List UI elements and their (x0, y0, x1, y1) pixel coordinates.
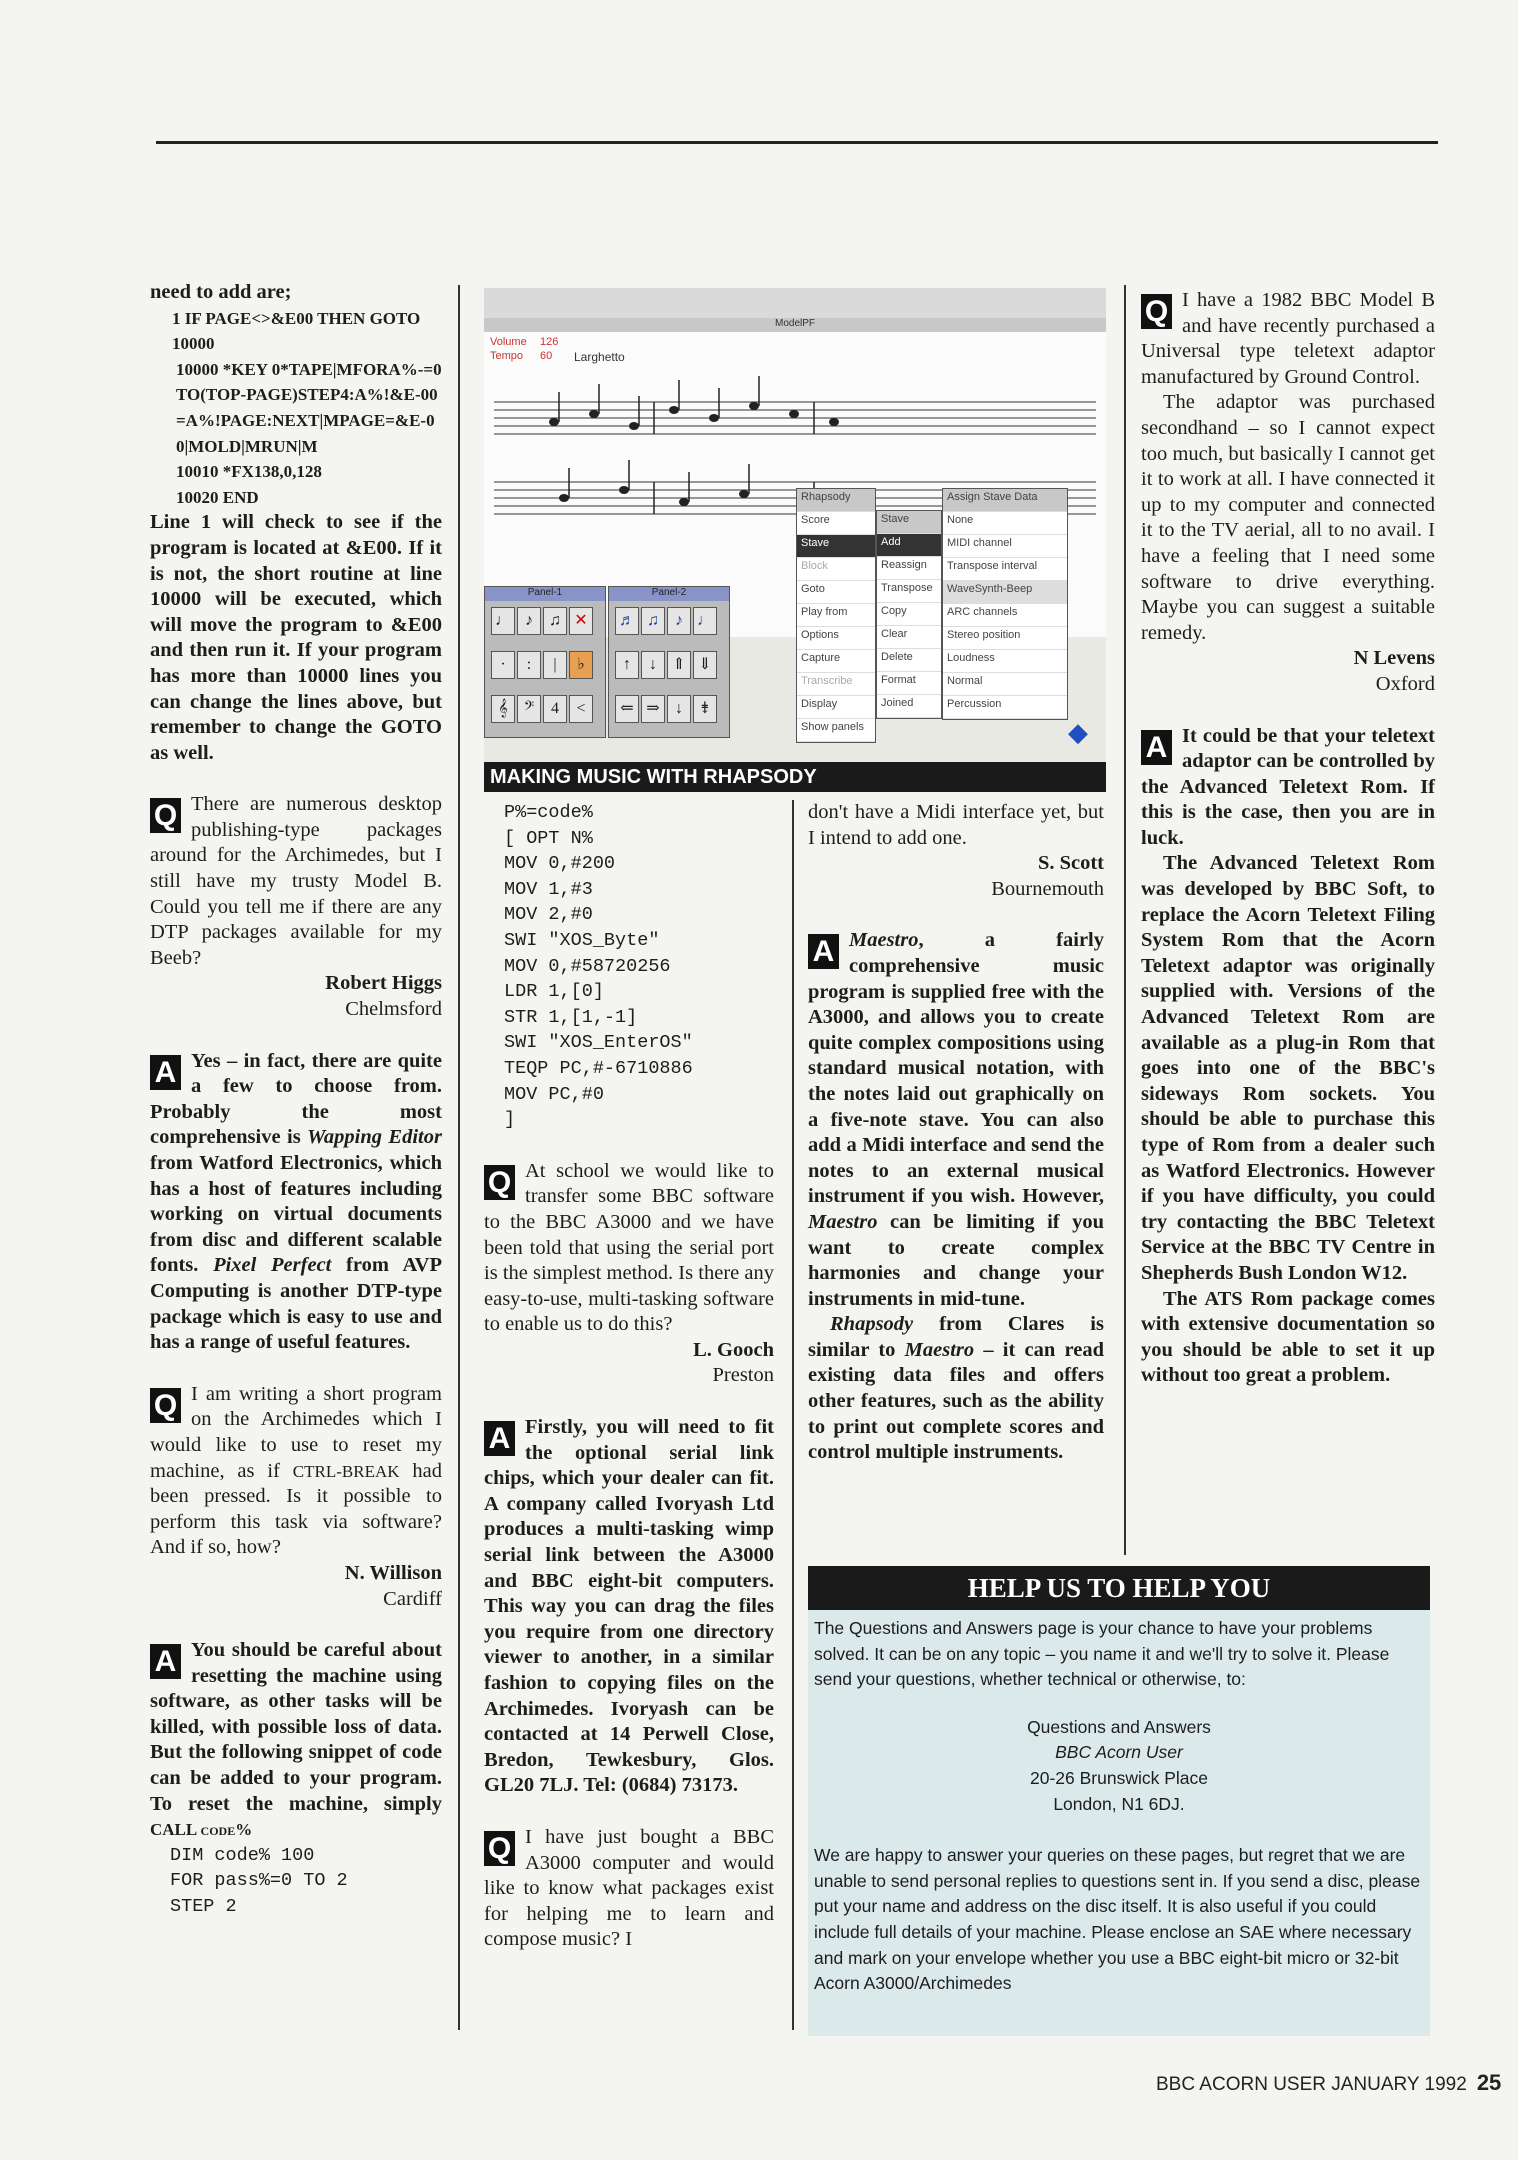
beam-button[interactable]: ♪ (667, 607, 691, 635)
column-divider (1124, 285, 1126, 1555)
page-footer (1156, 2070, 1501, 2096)
basic-line: 10000 *KEY 0*TAPE|MFORA%-=0TO(TOP-PAGE)STEP4:A%!&E-00=A%!PAGE:NEXT|MPAGE=&E-00|MOLD|MRUN|M (176, 359, 442, 456)
question-text: don't have a Midi interface yet, but I intend to add one. (808, 801, 1104, 849)
menu-item[interactable]: Play from (797, 604, 875, 627)
menu-item[interactable]: Block (797, 558, 875, 581)
answer-paragraph: The ATS Rom package comes with extensive documentation so you should be able to set it up without too great a problem. (1141, 1287, 1435, 1387)
question-block (1141, 288, 1435, 390)
question-text: There are numerous desktop publishing-type packages around for the Archimedes, but I still have my trusty Model B. Could you tell me if there are any DTP packages available for my Beeb? (150, 793, 442, 969)
tool-button[interactable]: ↓ (641, 651, 665, 679)
panel-1-title: Panel-1 (485, 587, 605, 601)
menu-title: Assign Stave Data (943, 489, 1067, 512)
column-divider (458, 285, 460, 2030)
code-line: MOV 2,#0 (504, 904, 593, 926)
a-marker: A (1141, 730, 1172, 765)
column-1 (150, 280, 442, 1920)
answer-text: Yes – in fact, there are quite a few to choose from. Probably the most comprehensive is (150, 1049, 442, 1149)
top-rule (156, 141, 1438, 144)
time-button[interactable]: 𝄞 (491, 695, 515, 723)
rhapsody-screenshot (484, 288, 1106, 768)
rest-button[interactable]: | (543, 651, 567, 679)
postal-address (808, 1715, 1430, 1817)
code-line: ] (504, 1109, 516, 1131)
menu-title: Stave (877, 511, 941, 534)
a-marker: A (150, 1644, 181, 1679)
code-line: FOR pass%=0 TO 2 (170, 1870, 348, 1892)
code-line: TEQP PC,#-6710886 (504, 1057, 693, 1079)
menu-item[interactable]: Loudness (943, 650, 1067, 673)
product-name: Wapping Editor (307, 1126, 442, 1149)
answer-text: , a fairly comprehensive music program is supplied free with the A3000, and allows you to create quite complex compositions using standard musical notation, with the notes laid out graphically on a five-note stave. You can also add a Midi interface and send the notes to an external musical instrument if you wish. However, (808, 929, 1104, 1208)
author-place: Preston (712, 1364, 774, 1387)
menu-item[interactable]: Options (797, 627, 875, 650)
answer-block (150, 1638, 442, 1843)
time-button[interactable]: < (569, 695, 593, 723)
menu-item[interactable]: Normal (943, 673, 1067, 696)
menu-title: Rhapsody (797, 489, 875, 512)
question-block (484, 1159, 774, 1338)
answer-text: from Watford Electronics, which has a host of features including working on virtual documents from disc and different scalable fonts. (150, 1152, 442, 1277)
menu-item[interactable]: MIDI channel (943, 535, 1067, 558)
answer-text: from Clares is similar to (808, 1313, 1104, 1361)
menu-item[interactable]: Copy (877, 603, 941, 626)
author-place: Cardiff (383, 1587, 442, 1610)
answer-text: Firstly, you will need to fit the optional serial link chips, which your dealer can fit. A company called Ivoryash Ltd produces a multi-tasking wimp serial link between the A3000 and BBC eight-bit computers. This way you can drag the files you require from one directory viewer to another, in a similar fashion to copying files on the Archimedes. Ivoryash can be contacted at 14 Perwell Close, Bredon, Tewkesbury, Glos. GL20 7LJ. Tel: (0684) 73173. (484, 1416, 774, 1797)
code-line: DIM code% 100 (170, 1844, 315, 1866)
screenshot-caption: MAKING MUSIC WITH RHAPSODY (484, 762, 1106, 792)
tool-button[interactable]: ⇒ (641, 695, 665, 723)
address-line: Questions and Answers (1027, 1716, 1211, 1737)
menu-item[interactable]: Goto (797, 581, 875, 604)
rhapsody-menu (796, 488, 876, 743)
intro-text: need to add are; (150, 281, 292, 303)
menu-item[interactable]: Joined (877, 695, 941, 718)
tempo-value: 60 (540, 350, 553, 362)
basic-line: 10020 END (176, 487, 259, 507)
code-inline: CALL code% (150, 1820, 253, 1840)
beam-button[interactable]: ♩ (693, 607, 717, 635)
code-line: LDR 1,[0] (504, 981, 604, 1003)
answer-text: You should be careful about resetting the machine using software, as other tasks will be killed, with possible loss of data. But the following snippet of code can be added to your program. To reset the machine, simply (150, 1639, 442, 1815)
rest-button[interactable]: ♭ (569, 651, 593, 679)
menu-item[interactable]: Percussion (943, 696, 1067, 719)
address-line: 20-26 Brunswick Place (1030, 1767, 1208, 1788)
code-line: MOV PC,#0 (504, 1083, 604, 1105)
basic-line: 10010 *FX138,0,128 (176, 462, 322, 482)
tool-button[interactable]: ⇑ (667, 651, 691, 679)
assign-stave-menu (942, 488, 1068, 720)
question-text: I have a 1982 BBC Model B and have recently purchased a Universal type teletext adaptor manufactured by Ground Control. (1141, 289, 1435, 388)
magazine-issue: BBC ACORN USER JANUARY 1992 (1156, 2074, 1467, 2095)
code-line: MOV 1,#3 (504, 878, 593, 900)
time-button[interactable]: 𝄢 (517, 695, 541, 723)
a-marker: A (484, 1421, 515, 1456)
tool-button[interactable]: ⇟ (693, 695, 717, 723)
question-block (150, 792, 442, 971)
code-line: P%=code% (504, 802, 593, 823)
address-line: BBC Acorn User (1055, 1742, 1183, 1763)
question-block (484, 1825, 774, 1953)
note-button[interactable]: ♫ (543, 607, 567, 635)
menu-item[interactable]: Transpose interval (943, 558, 1067, 581)
product-name: Maestro (904, 1338, 975, 1361)
code-listing (150, 1843, 442, 1920)
basic-listing (150, 306, 442, 511)
column-3 (808, 800, 1104, 1466)
a-marker: A (150, 1055, 181, 1090)
answer-block (150, 1049, 442, 1356)
code-line: [ OPT N% (504, 827, 593, 849)
stave-menu (876, 510, 942, 719)
column-divider (792, 800, 794, 2030)
product-name: Maestro (808, 1210, 878, 1233)
rest-button[interactable]: · (491, 651, 515, 679)
answer-text: can be limiting if you want to create complex harmonies and change your instruments in mid-tune. (808, 1210, 1104, 1310)
q-marker: Q (1141, 294, 1172, 329)
tool-button[interactable]: ⇓ (693, 651, 717, 679)
menu-item[interactable]: Clear (877, 626, 941, 649)
page-number: 25 (1476, 2070, 1502, 2095)
tempo-marking: Larghetto (574, 350, 625, 364)
window-title: ModelPF (484, 318, 1106, 332)
question-text: The adaptor was purchased secondhand – so I cannot expect too much, but basically I cannot get it to work at all. I have connected it up to my computer and connected it to the TV aerial, all to no avail. I have a feeling that I need some software to drive everything. Maybe you can suggest a suitable remedy. (1141, 391, 1435, 644)
answer-block (808, 928, 1104, 1312)
beam-button[interactable]: ♫ (641, 607, 665, 635)
menu-item[interactable]: Transcribe (797, 673, 875, 696)
tool-button[interactable]: ↓ (667, 695, 691, 723)
delete-button[interactable]: ✕ (569, 607, 593, 635)
product-name: Maestro (849, 929, 919, 952)
author-name: Robert Higgs (325, 972, 442, 995)
answer-text: from AVP Computing is another DTP-type package which is easy to use and has a range of useful features. (150, 1254, 442, 1354)
menu-item[interactable]: Capture (797, 650, 875, 673)
answer-paragraph: Line 1 will check to see if the program is located at &E00. If it is not, the short routine at line 10000 will be executed, which will move the program to &E00 and then run it. If your program has more than 10000 lines you can change the lines above, but remember to change the GOTO as well. (150, 511, 442, 764)
answer-block (484, 1415, 774, 1799)
answer-paragraph (808, 1312, 1104, 1466)
author-place: Chelmsford (345, 998, 442, 1021)
question-text: I am writing a short program on the Archimedes which I would like to use to reset my machine, as if (150, 1382, 442, 1482)
q-marker: Q (484, 1165, 515, 1200)
arm-code-listing (484, 800, 774, 1133)
menu-item[interactable]: Reassign (877, 557, 941, 580)
author-place: Bournemouth (991, 877, 1104, 900)
beam-button[interactable]: ♬ (615, 607, 639, 635)
tempo-label: Tempo (490, 350, 524, 362)
menu-item[interactable]: WaveSynth-Beep (943, 581, 1067, 604)
panel-2-title: Panel-2 (609, 587, 729, 601)
tool-button[interactable]: ⇐ (615, 695, 639, 723)
code-line: SWI "XOS_EnterOS" (504, 1032, 693, 1054)
answer-block (1141, 724, 1435, 852)
rest-button[interactable]: : (517, 651, 541, 679)
help-box-title: HELP US TO HELP YOU (808, 1566, 1430, 1610)
note-button[interactable]: ♩ (491, 607, 515, 635)
question-text: At school we would like to transfer some BBC software to the BBC A3000 and we have been told that using the serial port is the simplest method. Is there any easy-to-use, multi-tasking software to enable us to do this? (484, 1159, 774, 1336)
tool-button[interactable]: ↑ (615, 651, 639, 679)
author-name: S. Scott (1037, 852, 1104, 875)
question-text: had been pressed. Is it possible to perform this task via software? And if so, how? (150, 1459, 442, 1559)
menu-item[interactable]: Add (877, 534, 941, 557)
author-name: N Levens (1353, 647, 1435, 670)
menu-item[interactable]: Show panels (797, 719, 875, 742)
panel-1 (484, 586, 606, 738)
menu-item[interactable]: Display (797, 696, 875, 719)
menu-item[interactable]: Stereo position (943, 627, 1067, 650)
menu-item[interactable]: None (943, 512, 1067, 535)
menu-item[interactable]: ARC channels (943, 604, 1067, 627)
answer-text: – it can read existing data files and offers other features, such as the ability to print out complete scores and control multiple instruments. (808, 1338, 1104, 1464)
column-2 (484, 800, 774, 1953)
volume-label: Volume (490, 336, 527, 348)
acorn-icon: ◆ (1068, 718, 1088, 747)
column-4 (1141, 288, 1435, 1389)
menu-item[interactable]: Stave (797, 535, 875, 558)
answer-paragraph: The Advanced Teletext Rom was developed by BBC Soft, to replace the Acorn Teletext Filing System Rom that the Acorn Teletext adaptor was originally supplied with. Versions of the Advanced Teletext Rom are available as a plug-in Rom that goes into one of the BBC's sideways Rom sockets. You should be able to purchase this type of Rom from a dealer such as Watford Electronics. However if you have difficulty, you could try contacting the BBC Teletext Service at the BBC TV Centre in Shepherds Bush London W12. (1141, 852, 1435, 1284)
volume-value: 126 (540, 336, 559, 348)
basic-line: 1 IF PAGE<>&E00 THEN GOTO 10000 (172, 308, 421, 354)
author-name: L. Gooch (693, 1338, 774, 1361)
q-marker: Q (484, 1831, 515, 1866)
question-block (150, 1382, 442, 1561)
code-line: MOV 0,#58720256 (504, 955, 671, 977)
code-line: MOV 0,#200 (504, 853, 616, 875)
help-outro: We are happy to answer your queries on these pages, but regret that we are unable to send personal replies to questions sent in. If you send a disc, please put your name and address on the disc itself. It is also useful if you could include full details of your machine. Please enclose an SAE where necessary and mark on your envelope whether you use a BBC eight-bit micro or 32-bit Acorn A3000/Archimedes (814, 1845, 1421, 1994)
q-marker: Q (150, 1388, 181, 1423)
answer-text: It could be that your teletext adaptor can be controlled by the Advanced Teletext Rom. If this is the case, then you are in luck. (1141, 724, 1435, 849)
address-line: London, N1 6DJ. (1053, 1793, 1185, 1814)
code-line: STR 1,[1,-1] (504, 1006, 638, 1028)
code-line: SWI "XOS_Byte" (504, 929, 660, 951)
note-button[interactable]: ♪ (517, 607, 541, 635)
key-name: CTRL-BREAK (292, 1461, 400, 1481)
product-name: Pixel Perfect (213, 1254, 332, 1277)
time-button[interactable]: 4 (543, 695, 567, 723)
help-intro: The Questions and Answers page is your chance to have your problems solved. It can be on any topic – you name it and we'll try to solve it. Please send your questions, whether technical or otherwise, to: (814, 1618, 1390, 1690)
author-place: Oxford (1375, 672, 1435, 695)
q-marker: Q (150, 798, 181, 833)
help-us-box (808, 1566, 1430, 2036)
menu-item[interactable]: Score (797, 512, 875, 535)
author-name: N. Willison (344, 1561, 442, 1584)
menu-item[interactable]: Transpose (877, 580, 941, 603)
panel-2 (608, 586, 730, 738)
code-line: STEP 2 (170, 1896, 237, 1918)
desktop-bar (484, 288, 1106, 319)
product-name: Rhapsody (830, 1313, 914, 1336)
menu-item[interactable]: Format (877, 672, 941, 695)
question-text: I have just bought a BBC A3000 computer and would like to know what packages exist for helping me to learn and compose music? I (484, 1825, 774, 1951)
menu-item[interactable]: Delete (877, 649, 941, 672)
a-marker: A (808, 934, 839, 969)
